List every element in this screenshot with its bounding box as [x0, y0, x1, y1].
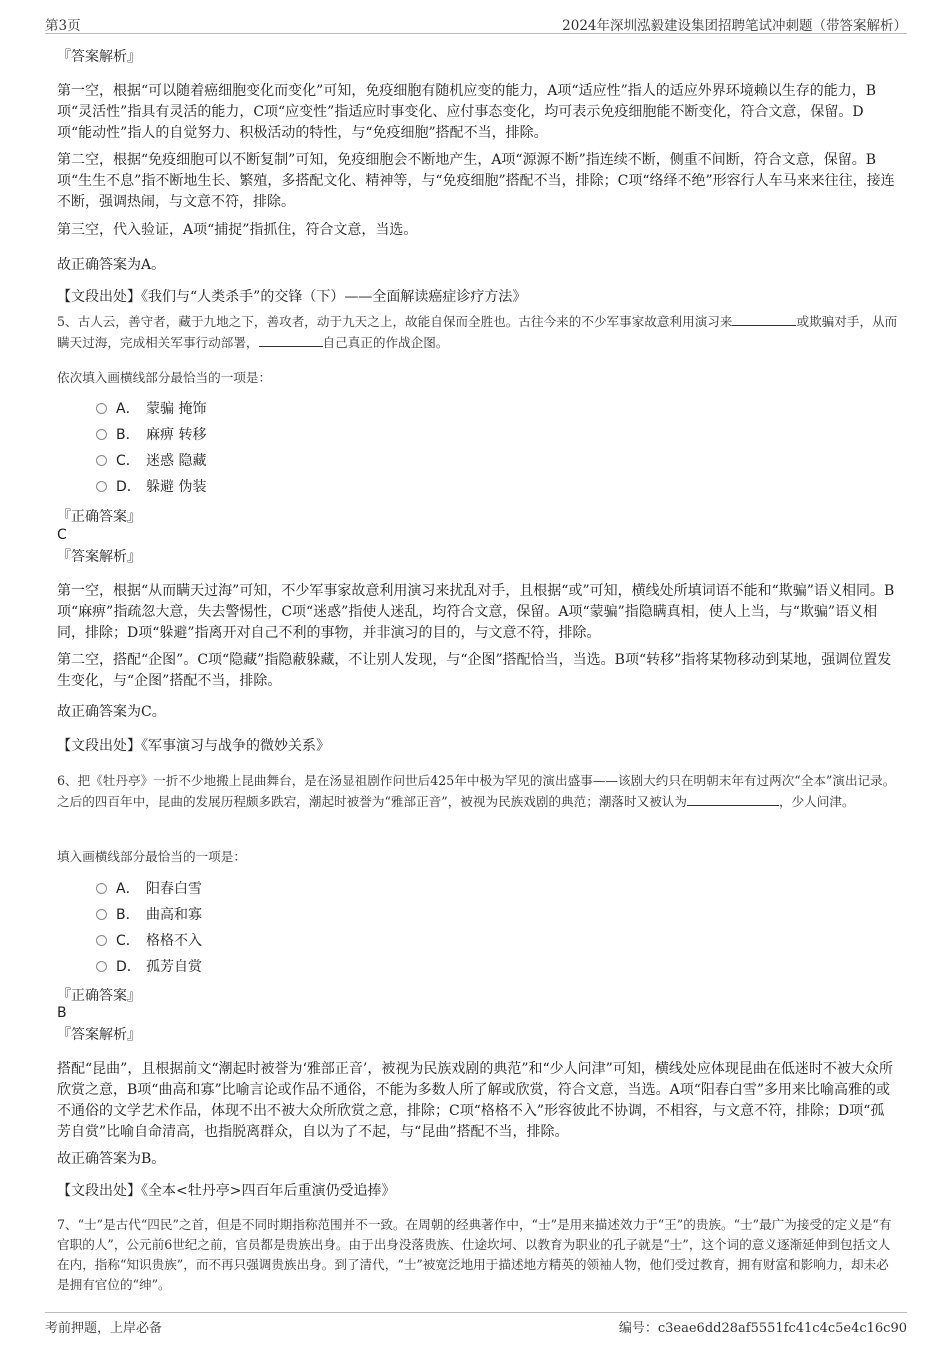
q6-correct-label: 『正确答案』 [57, 988, 141, 1004]
prev-analysis-label: 『答案解析』 [57, 49, 141, 65]
document-title: 2024年深圳泓毅建设集团招聘笔试冲刺题（带答案解析） [562, 18, 907, 34]
page-footer [0, 1308, 950, 1345]
prev-source: 【文段出处】《我们与“人类杀手”的交锋（下）——全面解读癌症诊疗方法》 [57, 289, 527, 305]
page-number: 第3页 [45, 18, 81, 34]
blank-1 [687, 791, 779, 806]
prev-analysis-p2: 第二空，根据“免疫细胞可以不断复制”可知，免疫细胞会不断地产生，A项“源源不断”指连续不断，侧重不间断，符合文意，保留。B项“生生不息”指不断地生长、繁殖，多搭配文化、精神等，与“免疫细胞”搭配不当，排除；C项“络绎不绝”形容行人车马来来往往，接连不断，强调热闹，与文意不符，排除。 [57, 152, 895, 210]
q6-conclusion: 故正确答案为B。 [57, 1151, 166, 1167]
q5-source: 【文段出处】《军事演习与战争的微妙关系》 [57, 738, 330, 754]
radio-icon[interactable] [96, 403, 107, 414]
q5-option-d[interactable]: D． 躲避 伪装 [96, 476, 206, 498]
q6-option-d[interactable]: D． 孤芳自赏 [96, 956, 202, 978]
radio-icon[interactable] [96, 481, 107, 492]
q6-source: 【文段出处】《全本<牡丹亭>四百年后重演仍受追捧》 [57, 1183, 396, 1199]
q5-analysis-label: 『答案解析』 [57, 549, 141, 565]
blank-1 [732, 311, 796, 326]
document-code: 编号：c3eae6dd28af5551fc41c4c5e4c16c90 [618, 1321, 907, 1336]
blank-2 [259, 332, 323, 347]
q6-stem: 6、把《牡丹亭》一折不少地搬上昆曲舞台，是在汤显祖剧作问世后425年中极为罕见的演出盛事——该剧大约只在明朝末年有过两次“全本”演出记录。之后的四百年中，昆曲的发展历程颇多跌宕，潮起时被誉为“雅部正音”，被视为民族戏剧的典范；潮落时又被认为 ，少人问津。 [57, 773, 896, 809]
q5-correct-label: 『正确答案』 [57, 509, 141, 525]
q5-analysis-p1: 第一空，根据“从而瞒天过海”可知，不少军事家故意利用演习来扰乱对手，且根据“或”可知，横线处所填词语不能和“欺骗”语义相同。B项“麻痹”指疏忽大意，失去警惕性，C项“迷惑”指使人迷乱，均符合文意，保留。A项“蒙骗”指隐瞒真相，使人上当，与“欺骗”语义相同，排除；D项“躲避”指离开对自己不利的事物，并非演习的目的，与文意不符，排除。 [57, 583, 895, 641]
page-header [0, 0, 950, 34]
q7-stem: 7、“士”是古代“四民”之首，但是不同时期指称范围并不一致。在周朝的经典著作中，“士”是用来描述效力于“王”的贵族。“士”最广为接受的定义是“有官职的人”，公元前6世纪之前，官员都是贵族出身。由于出身没落贵族、仕途坎坷、以教育为职业的孔子就是“士”，这个词的意义逐渐延伸到包括文人在内，指称“知识贵族”，而不再只强调贵族出身。到了清代，“士”被宽泛地用于描述地方精英的领袖人物，他们受过教育，拥有财富和影响力，却未必是拥有官位的“绅”。 [57, 1217, 892, 1292]
footer-divider [45, 1312, 907, 1313]
q6-analysis-p1: 搭配“昆曲”，且根据前文“潮起时被誉为‘雅部正音’，被视为民族戏剧的典范”和“少人问津”可知，横线处应体现昆曲在低迷时不被大众所欣赏之意，B项“曲高和寡”比喻言论或作品不通俗，不能为多数人所了解或欣赏，符合文意，当选。A项“阳春白雪”多用来比喻高雅的或不通俗的文学艺术作品，体现不出不被大众所欣赏之意，排除；C项“格格不入”形容彼此不协调，不相容，与文意不符，排除；D项“孤芳自赏”比喻自命清高，也指脱离群众，自以为了不起，与“昆曲”搭配不当，排除。 [57, 1061, 893, 1140]
q5-stem: 5、古人云，善守者，藏于九地之下，善攻者，动于九天之上，故能自保而全胜也。古往今来的不少军事家故意利用演习来 或欺骗对手，从而瞒天过海，完成相关军事行动部署， 自己真正的作战企图。 [57, 311, 900, 353]
q6-correct-answer: B [57, 1005, 67, 1021]
radio-icon[interactable] [96, 455, 107, 466]
q5-conclusion: 故正确答案为C。 [57, 704, 166, 720]
radio-icon[interactable] [96, 961, 107, 972]
prev-conclusion: 故正确答案为A。 [57, 257, 166, 273]
prev-analysis-p1: 第一空，根据“可以随着癌细胞变化而变化”可知，免疫细胞有随机应变的能力，A项“适应性”指人的适应外界环境赖以生存的能力，B项“灵活性”指具有灵活的能力，C项“应变性”指适应时事变化、应付事态变化，均可表示免疫细胞能不断变化，符合文意，保留。D项“能动性”指人的自觉努力、积极活动的特性，与“免疫细胞”搭配不当，排除。 [57, 83, 877, 141]
radio-icon[interactable] [96, 429, 107, 440]
footer-slogan: 考前押题，上岸必备 [45, 1321, 163, 1336]
q6-instruction: 填入画横线部分最恰当的一项是： [57, 849, 246, 864]
radio-icon[interactable] [96, 909, 107, 920]
q6-option-b[interactable]: B． 曲高和寡 [96, 904, 202, 926]
prev-analysis-p3: 第三空，代入验证，A项“捕捉”指抓住，符合文意，当选。 [57, 222, 418, 238]
q6-analysis-label: 『答案解析』 [57, 1027, 141, 1043]
q5-correct-answer: C [57, 527, 67, 543]
q5-instruction: 依次填入画横线部分最恰当的一项是： [57, 370, 272, 385]
q5-option-c[interactable]: C． 迷惑 隐藏 [96, 450, 206, 472]
header-divider [45, 33, 907, 34]
q5-option-b[interactable]: B． 麻痹 转移 [96, 424, 206, 446]
q6-option-a[interactable]: A． 阳春白雪 [96, 878, 202, 900]
q6-option-c[interactable]: C． 格格不入 [96, 930, 202, 952]
radio-icon[interactable] [96, 883, 107, 894]
radio-icon[interactable] [96, 935, 107, 946]
q5-analysis-p2: 第二空，搭配“企图”。C项“隐藏”指隐蔽躲藏，不让别人发现，与“企图”搭配恰当，当选。B项“转移”指将某物移动到某地，强调位置发生变化，与“企图”搭配不当，排除。 [57, 652, 892, 689]
q5-option-a[interactable]: A． 蒙骗 掩饰 [96, 398, 206, 420]
